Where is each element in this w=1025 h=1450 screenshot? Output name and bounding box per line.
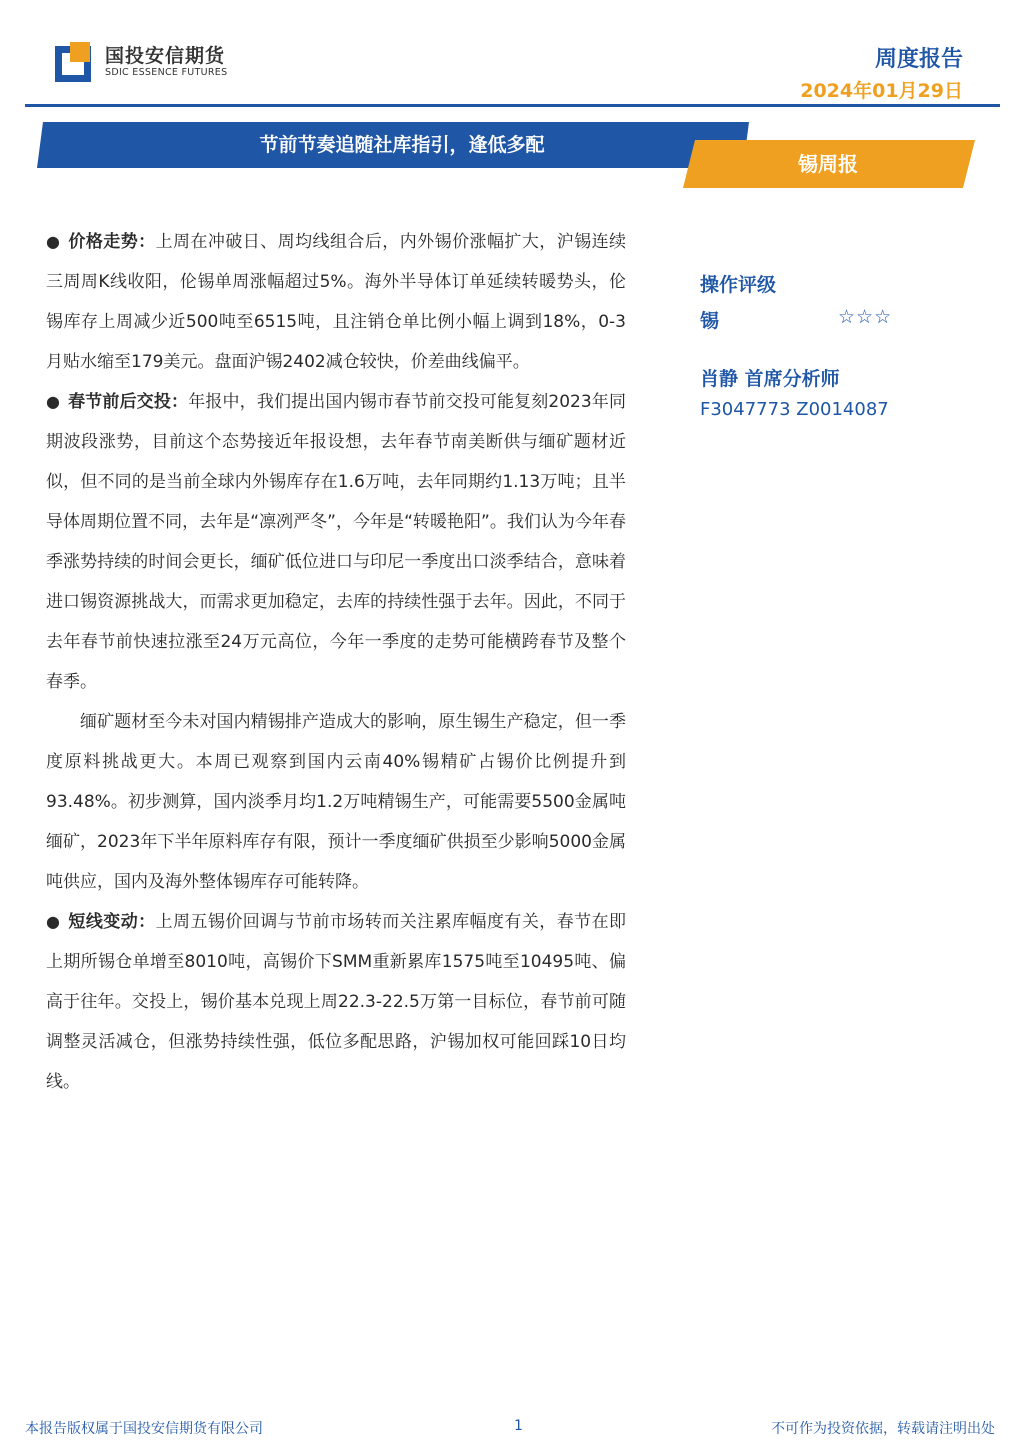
section-text: 上周五锡价回调与节前市场转而关注累库幅度有关，春节在即上期所锡仓单增至8010吨，高锡价下SMM重新累库1575吨至10495吨、偏高于往年。交投上，锡价基本兑现上周22.3-22.5万第一目标位，春节前可随调整灵活减仓，但涨势持续性强，低位多配思路，沪锡加权可能回踩10日均线。 [46,912,627,1092]
section-spring-festival [46,382,626,702]
rating-metal: 锡 [700,310,720,332]
rating-stars-icon: ☆☆☆ [838,306,893,328]
bullet-icon: ● [46,912,61,931]
section-text: 年报中，我们提出国内锡市春节前交投可能复刻2023年同期波段涨势，目前这个态势接近年报设想，去年春节南美断供与缅矿题材近似，但不同的是当前全球内外锡库存在1.6万吨，去年同期约1.13万吨；且半导体周期位置不同，去年是“凛冽严冬”，今年是“转暖艳阳”。我们认为今年春季涨势持续的时间会更长，缅矿低位进口与印尼一季度出口淡季结合，意味着进口锡资源挑战大，而需求更加稳定，去库的持续性强于去年。因此，不同于去年春节前快速拉涨至24万元高位，今年一季度的走势可能横跨春节及整个春季。 [46,392,627,692]
section-paragraph: 缅矿题材至今未对国内精锡排产造成大的影响，原生锡生产稳定，但一季度原料挑战更大。本周已观察到国内云南40%锡精矿占锡价比例提升到93.48%。初步测算，国内淡季月均1.2万吨精锡生产，可能需要5500金属吨缅矿，2023年下半年原料库存有限，预计一季度缅矿供损至少影响5000金属吨供应，国内及海外整体锡库存可能转降。 [46,712,626,892]
analyst-name: 肖静 首席分析师 [700,368,840,390]
logo-cn-text: 国投安信期货 [105,45,226,67]
analyst-ids: F3047773 Z0014087 [700,399,889,420]
logo-en-text: SDIC ESSENCE FUTURES [105,67,228,78]
report-date: 2024年01月29日 [800,80,963,102]
section-short-term [46,902,626,1102]
page-number: 1 [514,1418,523,1434]
footer-disclaimer: 不可作为投资依据，转载请注明出处 [771,1421,995,1437]
company-logo [55,42,227,82]
report-type: 周度报告 [874,47,963,72]
section-heading: 价格走势： [68,232,156,252]
footer-copyright: 本报告版权属于国投安信期货有限公司 [25,1421,263,1437]
report-title: 节前节奏追随社库指引，逢低多配 [259,134,545,156]
report-tag: 锡周报 [798,152,858,176]
header-divider [25,104,1000,107]
bullet-icon: ● [46,232,61,251]
tag-banner [683,140,975,188]
section-heading: 短线变动： [68,912,156,932]
logo-icon [55,42,93,82]
rating-title: 操作评级 [700,274,777,296]
section-heading: 春节前后交投： [68,392,189,412]
section-text: 上周在冲破日、周均线组合后，内外锡价涨幅扩大，沪锡连续三周周K线收阳，伦锡单周涨幅超过5%。海外半导体订单延续转暖势头，伦锡库存上周减少近500吨至6515吨，且注销仓单比例小幅上调到18%，0-3月贴水缩至179美元。盘面沪锡2402减仓较快，价差曲线偏平。 [46,232,627,372]
report-body [46,222,626,1102]
title-banner [37,122,749,168]
section-price-trend [46,222,626,382]
bullet-icon: ● [46,392,61,411]
